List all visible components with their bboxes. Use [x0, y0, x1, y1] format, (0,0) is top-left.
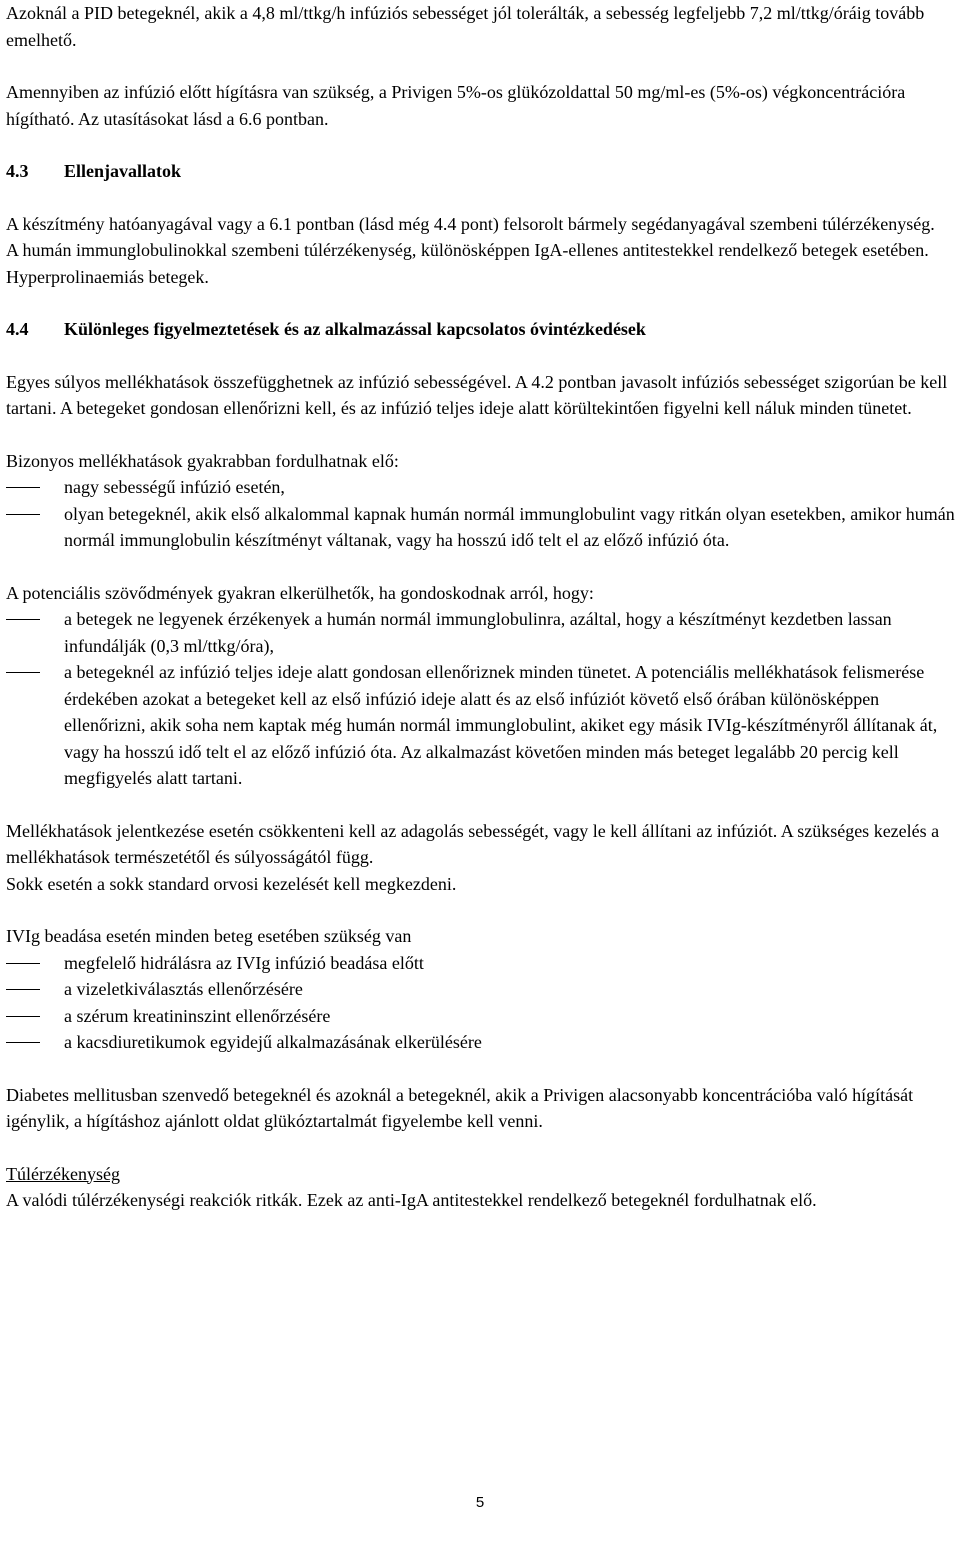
list-item: megfelelő hidrálásra az IVIg infúzió beadása előtt — [6, 950, 956, 977]
list-intro: Bizonyos mellékhatások gyakrabban fordulhatnak elő: — [6, 450, 399, 471]
section-number: 4.4 — [6, 319, 29, 339]
contraindication-line: A humán immunglobulinokkal szembeni túlérzékenység, különösképpen IgA-ellenes antitestekkel rendelkező betegek esetében. — [6, 240, 929, 260]
dash-list — [6, 474, 956, 554]
section-number: 4.3 — [6, 161, 29, 181]
paragraph-hypersensitivity: A valódi túlérzékenységi reakciók ritkák. Ezek az anti-IgA antitestekkel rendelkező betegeknél fordulhatnak elő. — [6, 1190, 817, 1210]
list-intro: IVIg beadása esetén minden beteg esetében szükség van — [6, 926, 412, 946]
document-page — [6, 0, 956, 1214]
contraindication-line: Hyperprolinaemiás betegek. — [6, 266, 209, 287]
list-item: a betegek ne legyenek érzékenyek a humán normál immunglobulinra, azáltal, hogy a készítményt kezdetben lassan infundálják (0,3 ml/ttkg/óra), — [6, 606, 956, 659]
paragraph-pid-rate: Azoknál a PID betegeknél, akik a 4,8 ml/ttkg/h infúziós sebességet jól tolerálták, a sebesség legfeljebb 7,2 ml/ttkg/óráig tovább emelhető. — [6, 3, 925, 50]
list-item: a vizeletkiválasztás ellenőrzésére — [6, 976, 956, 1003]
dash-list — [6, 606, 956, 792]
contraindication-line: A készítmény hatóanyagával vagy a 6.1 pontban (lásd még 4.4 pont) felsorolt bármely segédanyagával szembeni túlérzékenység. — [6, 213, 935, 234]
section-title: Különleges figyelmeztetések és az alkalmazással kapcsolatos óvintézkedések — [64, 319, 646, 339]
section-title: Ellenjavallatok — [64, 161, 182, 181]
list-item: a kacsdiuretikumok egyidejű alkalmazásának elkerülésére — [6, 1029, 956, 1056]
page-number: 5 — [475, 1494, 485, 1511]
section-heading-4-3 — [6, 158, 956, 185]
section-heading-4-4 — [6, 316, 956, 343]
list-item: olyan betegeknél, akik első alkalommal kapnak humán normál immunglobulint vagy ritkán olyan esetekben, amikor humán normál immunglobulin készítményt váltanak, vagy ha hosszú idő telt el az előző infúzió óta. — [6, 501, 956, 554]
list-item: a betegeknél az infúzió teljes ideje alatt gondosan ellenőriznek minden tünetet. A potenciális mellékhatások felismerése érdekében azokat a betegeket kell az első infúzió ideje alatt és az első infúziót követő első órában különösképpen ellenőrizni, akik soha nem kaptak még humán normál immunglobulint, akiket egy másik IVIg-készítményről állítanak át, vagy ha hosszú idő telt el az előző infúzió óta. Az alkalmazást követően minden más beteget legalább 20 percig kell megfigyelés alatt tartani. — [6, 659, 956, 792]
list-item: nagy sebességű infúzió esetén, — [6, 474, 956, 501]
paragraph-diabetes: Diabetes mellitusban szenvedő betegeknél és azoknál a betegeknél, akik a Privigen alacsonyabb koncentrációba való hígítását igénylik, a hígításhoz ajánlott oldat glükóztartalmát figyelembe kell venni. — [6, 1084, 914, 1131]
list-item: a szérum kreatininszint ellenőrzésére — [6, 1003, 956, 1030]
subheading-hypersensitivity: Túlérzékenység — [6, 1163, 120, 1184]
paragraph-dilution: Amennyiben az infúzió előtt hígításra van szükség, a Privigen 5%-os glükózoldattal 50 mg/ml-es (5%-os) végkoncentrációra hígítható. Az utasításokat lásd a 6.6 pontban. — [6, 82, 906, 129]
list-intro: A potenciális szövődmények gyakran elkerülhetők, ha gondoskodnak arról, hogy: — [6, 582, 594, 603]
paragraph-shock: Sokk esetén a sokk standard orvosi kezelését kell megkezdeni. — [6, 873, 457, 894]
paragraph-side-effects: Mellékhatások jelentkezése esetén csökkenteni kell az adagolás sebességét, vagy le kell állítani az infúziót. A szükséges kezelés a mellékhatások természetétől és súlyosságától függ. — [6, 820, 940, 867]
paragraph-infusion-rate: Egyes súlyos mellékhatások összefügghetnek az infúzió sebességével. A 4.2 pontban javasolt infúziós sebességet szigorúan be kell tartani. A betegeket gondosan ellenőrizni kell, és az infúzió teljes ideje alatt körültekintően figyelni kell náluk minden tünetet. — [6, 371, 948, 418]
dash-list — [6, 950, 956, 1056]
